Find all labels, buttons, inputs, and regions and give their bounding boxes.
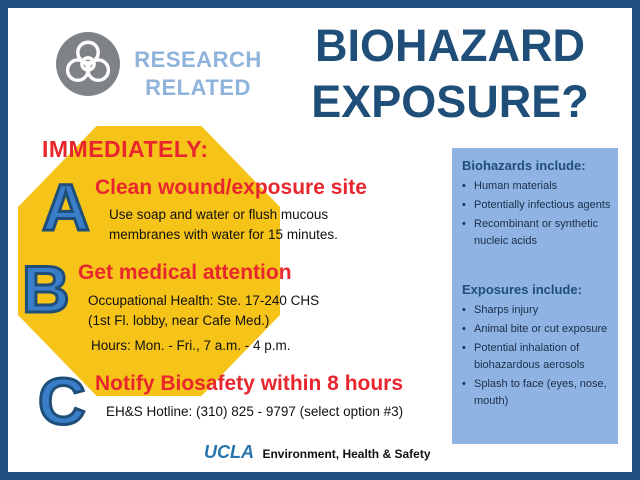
- ucla-wordmark: UCLA: [204, 442, 254, 462]
- poster: [8, 8, 632, 472]
- list-item: • Potentially infectious agents: [462, 197, 612, 214]
- step-b-line-1: Occupational Health: Ste. 17-240 CHS: [88, 293, 320, 308]
- biohazards-list: [462, 178, 612, 252]
- page-title: [270, 18, 630, 130]
- list-item: • Splash to face (eyes, nose, mouth): [462, 376, 612, 410]
- list-item: • Potential inhalation of biohazardous aerosols: [462, 340, 612, 374]
- related-line: RELATED: [145, 75, 251, 100]
- step-a-letter: A: [42, 170, 90, 244]
- list-item: • Human materials: [462, 178, 612, 195]
- immediately-heading: IMMEDIATELY:: [42, 136, 209, 162]
- step-a-heading: Clean wound/exposure site: [95, 176, 367, 199]
- list-item: • Sharps injury: [462, 302, 612, 319]
- step-b-line-3: Hours: Mon. - Fri., 7 a.m. - 4 p.m.: [91, 338, 291, 353]
- info-sidebar: [452, 148, 618, 444]
- step-b-line-2: (1st Fl. lobby, near Cafe Med.): [88, 313, 270, 328]
- title-line-1: BIOHAZARD: [315, 20, 585, 71]
- exposures-list: [462, 302, 612, 412]
- step-c-letter: C: [38, 364, 86, 438]
- list-item: • Recombinant or synthetic nucleic acids: [462, 216, 612, 250]
- title-line-2: EXPOSURE?: [311, 76, 589, 127]
- exposures-heading: Exposures include:: [462, 282, 582, 297]
- list-item: • Animal bite or cut exposure: [462, 321, 612, 338]
- step-c-heading: Notify Biosafety within 8 hours: [95, 372, 404, 395]
- research-line: RESEARCH: [134, 47, 262, 72]
- biohazards-heading: Biohazards include:: [462, 158, 586, 173]
- department-name: Environment, Health & Safety: [262, 447, 431, 461]
- step-c-line-1: EH&S Hotline: (310) 825 - 9797 (select option #3): [106, 404, 404, 419]
- step-a-line-2: membranes with water for 15 minutes.: [109, 227, 338, 242]
- footer-logo: [204, 442, 431, 463]
- step-a-line-1: Use soap and water or flush mucous: [109, 207, 329, 222]
- step-b-letter: B: [22, 252, 70, 326]
- step-b-heading: Get medical attention: [78, 261, 292, 284]
- research-related-label: [128, 46, 268, 102]
- biohazard-icon: [54, 30, 122, 98]
